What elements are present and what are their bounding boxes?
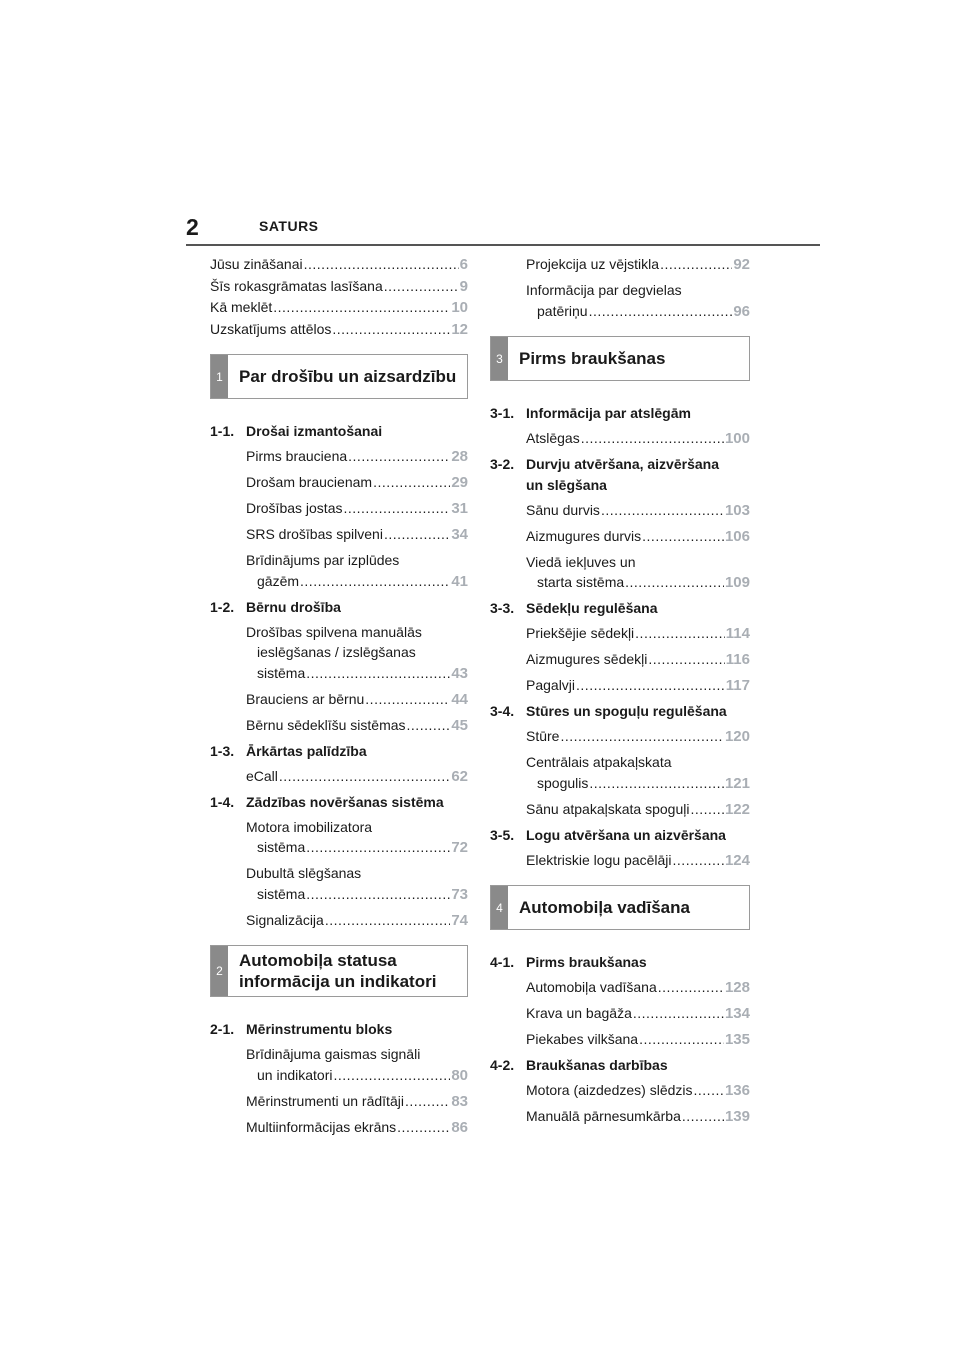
chapter-tab: 1 [211, 355, 228, 398]
page-ref: 62 [451, 767, 468, 785]
toc-entry[interactable]: Automobiļa vadīšana ..... 128 [490, 977, 750, 999]
page-ref: 73 [451, 885, 468, 903]
page-ref: 139 [724, 1108, 750, 1125]
toc-entry[interactable]: Viedā iekļuves un starta sistēma ..... 109 [490, 552, 750, 594]
page-ref: 80 [451, 1066, 468, 1084]
page-ref: 134 [724, 1005, 750, 1022]
toc-entry[interactable]: Bērnu sēdeklīšu sistēmas ..... 45 [210, 715, 468, 737]
section-heading[interactable]: 3-1. Informācija par atslēgām [490, 405, 691, 421]
page-ref: 121 [724, 774, 750, 792]
chapter-tab: 4 [491, 886, 508, 929]
header-divider [186, 244, 820, 246]
section-heading[interactable]: 4-2. Braukšanas darbības [490, 1057, 668, 1073]
page-ref: 45 [451, 716, 468, 734]
page-ref: 29 [451, 474, 468, 491]
section-heading[interactable]: 3-2. Durvju atvēršana, aizvēršana un slēgšana [490, 456, 719, 493]
toc-entry[interactable]: Dubultā slēgšanas sistēma ..... 73 [210, 863, 468, 905]
page-title: SATURS [259, 218, 319, 234]
chapter-header-4[interactable] [490, 885, 750, 930]
section-heading[interactable]: 3-3. Sēdekļu regulēšana [490, 600, 658, 616]
toc-entry[interactable]: Mērinstrumenti un rādītāji ..... 83 [210, 1091, 468, 1113]
toc-entry[interactable]: Signalizācija ..... 74 [210, 910, 468, 932]
section-heading[interactable]: 1-1. Drošai izmantošanai [210, 423, 383, 439]
toc-entry[interactable]: Priekšējie sēdekļi ..... 114 [490, 623, 750, 645]
page-ref: 34 [451, 526, 468, 543]
section-heading[interactable]: 3-4. Stūres un spoguļu regulēšana [490, 703, 727, 719]
page-ref: 100 [724, 430, 750, 447]
toc-column-right [490, 254, 750, 1132]
toc-entry[interactable]: Elektriskie logu pacēlāji ..... 124 [490, 850, 750, 872]
page-ref: 106 [724, 527, 750, 545]
page-ref: 117 [725, 677, 750, 694]
page-number: 2 [186, 214, 199, 240]
toc-entry[interactable]: Multiinformācijas ekrāns ..... 86 [210, 1117, 468, 1139]
chapter-title: Automobiļa vadīšana [519, 898, 690, 917]
section-heading[interactable]: 1-4. Zādzības novēršanas sistēma [210, 793, 444, 810]
page-ref: 86 [451, 1118, 468, 1136]
page-ref: 96 [733, 302, 750, 320]
page-ref: 103 [724, 501, 750, 519]
toc-entry[interactable]: Centrālais atpakaļskata spogulis ..... 121 [490, 752, 750, 794]
page-header [186, 214, 820, 248]
page-ref: 31 [451, 500, 468, 517]
toc-entry[interactable]: Uzskatījums attēlos ..... 12 [210, 319, 468, 341]
toc-entry[interactable]: Drošības spilvena manuālās ieslēgšanas / izslēgšanas sistēma ..... 43 [210, 622, 468, 685]
page-ref: 10 [451, 299, 468, 316]
page-ref: 83 [451, 1092, 468, 1110]
chapter-title: Pirms braukšanas [519, 349, 666, 368]
page-ref: 122 [724, 800, 750, 818]
toc-entry[interactable]: Stūre ..... 120 [490, 726, 750, 748]
section-heading[interactable]: 4-1. Pirms braukšanas [490, 954, 647, 970]
page-ref: 116 [725, 651, 750, 668]
page-ref: 44 [451, 690, 468, 708]
toc-entry[interactable]: Piekabes vilkšana ..... 135 [490, 1029, 750, 1051]
section-heading[interactable]: 3-5. Logu atvēršana un aizvēršana [490, 826, 726, 843]
page-ref: 124 [724, 851, 750, 869]
toc-entry[interactable]: Jūsu zināšanai ..... 6 [210, 254, 468, 276]
toc-entry[interactable]: Projekcija uz vējstikla ..... 92 [490, 254, 750, 276]
page-ref: 120 [724, 728, 750, 745]
chapter-tab: 2 [211, 946, 228, 996]
page-ref: 135 [724, 1031, 750, 1048]
toc-entry[interactable]: Šīs rokasgrāmatas lasīšana ..... 9 [210, 276, 468, 298]
page-ref: 9 [459, 277, 468, 295]
toc-entry[interactable]: Brauciens ar bērnu ..... 44 [210, 689, 468, 711]
toc-column-left [210, 254, 468, 1143]
toc-entry[interactable]: Drošības jostas ..... 31 [210, 498, 468, 520]
page-ref: 74 [451, 911, 468, 929]
toc-entry[interactable]: Sānu durvis ..... 103 [490, 500, 750, 522]
toc-entry[interactable]: Manuālā pārnesumkārba ..... 139 [490, 1106, 750, 1128]
toc-entry[interactable]: Drošam braucienam ..... 29 [210, 472, 468, 494]
toc-entry[interactable]: Kā meklēt ..... 10 [210, 297, 468, 319]
chapter-header-2[interactable] [210, 945, 468, 997]
toc-entry[interactable]: Krava un bagāža ..... 134 [490, 1003, 750, 1025]
page-ref: 136 [724, 1082, 750, 1099]
chapter-tab: 3 [491, 337, 508, 380]
page-ref: 114 [725, 625, 750, 642]
toc-entry[interactable]: Informācija par degvielas patēriņu ..... 96 [490, 280, 750, 322]
chapter-title: Automobiļa statusa informācija un indikatori [239, 951, 437, 991]
toc-entry[interactable]: SRS drošības spilveni ..... 34 [210, 524, 468, 546]
page-ref: 72 [451, 839, 468, 856]
section-heading[interactable]: 1-3. Ārkārtas palīdzība [210, 742, 367, 759]
toc-entry[interactable]: Sānu atpakaļskata spoguļi ..... 122 [490, 799, 750, 821]
toc-entry[interactable]: eCall ..... 62 [210, 766, 468, 788]
chapter-title: Par drošību un aizsardzību [239, 367, 457, 386]
page-ref: 28 [451, 448, 468, 465]
toc-entry[interactable]: Aizmugures sēdekļi ..... 116 [490, 649, 750, 671]
page-ref: 43 [451, 664, 468, 682]
toc-entry[interactable]: Atslēgas ..... 100 [490, 428, 750, 450]
chapter-header-3[interactable] [490, 336, 750, 381]
toc-entry[interactable]: Brīdinājums par izplūdes gāzēm ..... 41 [210, 550, 468, 592]
section-heading[interactable]: 2-1. Mērinstrumentu bloks [210, 1021, 393, 1037]
toc-entry[interactable]: Pagalvji ..... 117 [490, 675, 750, 697]
page-ref: 6 [459, 256, 468, 273]
section-heading[interactable]: 1-2. Bērnu drošība [210, 598, 341, 615]
page-ref: 128 [724, 979, 750, 996]
toc-entry[interactable]: Motora (aizdedzes) slēdzis ..... 136 [490, 1080, 750, 1102]
page-ref: 41 [451, 572, 468, 590]
toc-entry[interactable]: Brīdinājuma gaismas signāli un indikatori ..... 80 [210, 1044, 468, 1086]
toc-entry[interactable]: Pirms brauciena ..... 28 [210, 446, 468, 468]
toc-entry[interactable]: Aizmugures durvis ..... 106 [490, 526, 750, 548]
page-ref: 92 [733, 256, 750, 273]
chapter-header-1[interactable] [210, 354, 468, 399]
page-ref: 12 [451, 320, 468, 338]
page-ref: 109 [724, 574, 750, 591]
toc-entry[interactable]: Motora imobilizatora sistēma ..... 72 [210, 817, 468, 859]
